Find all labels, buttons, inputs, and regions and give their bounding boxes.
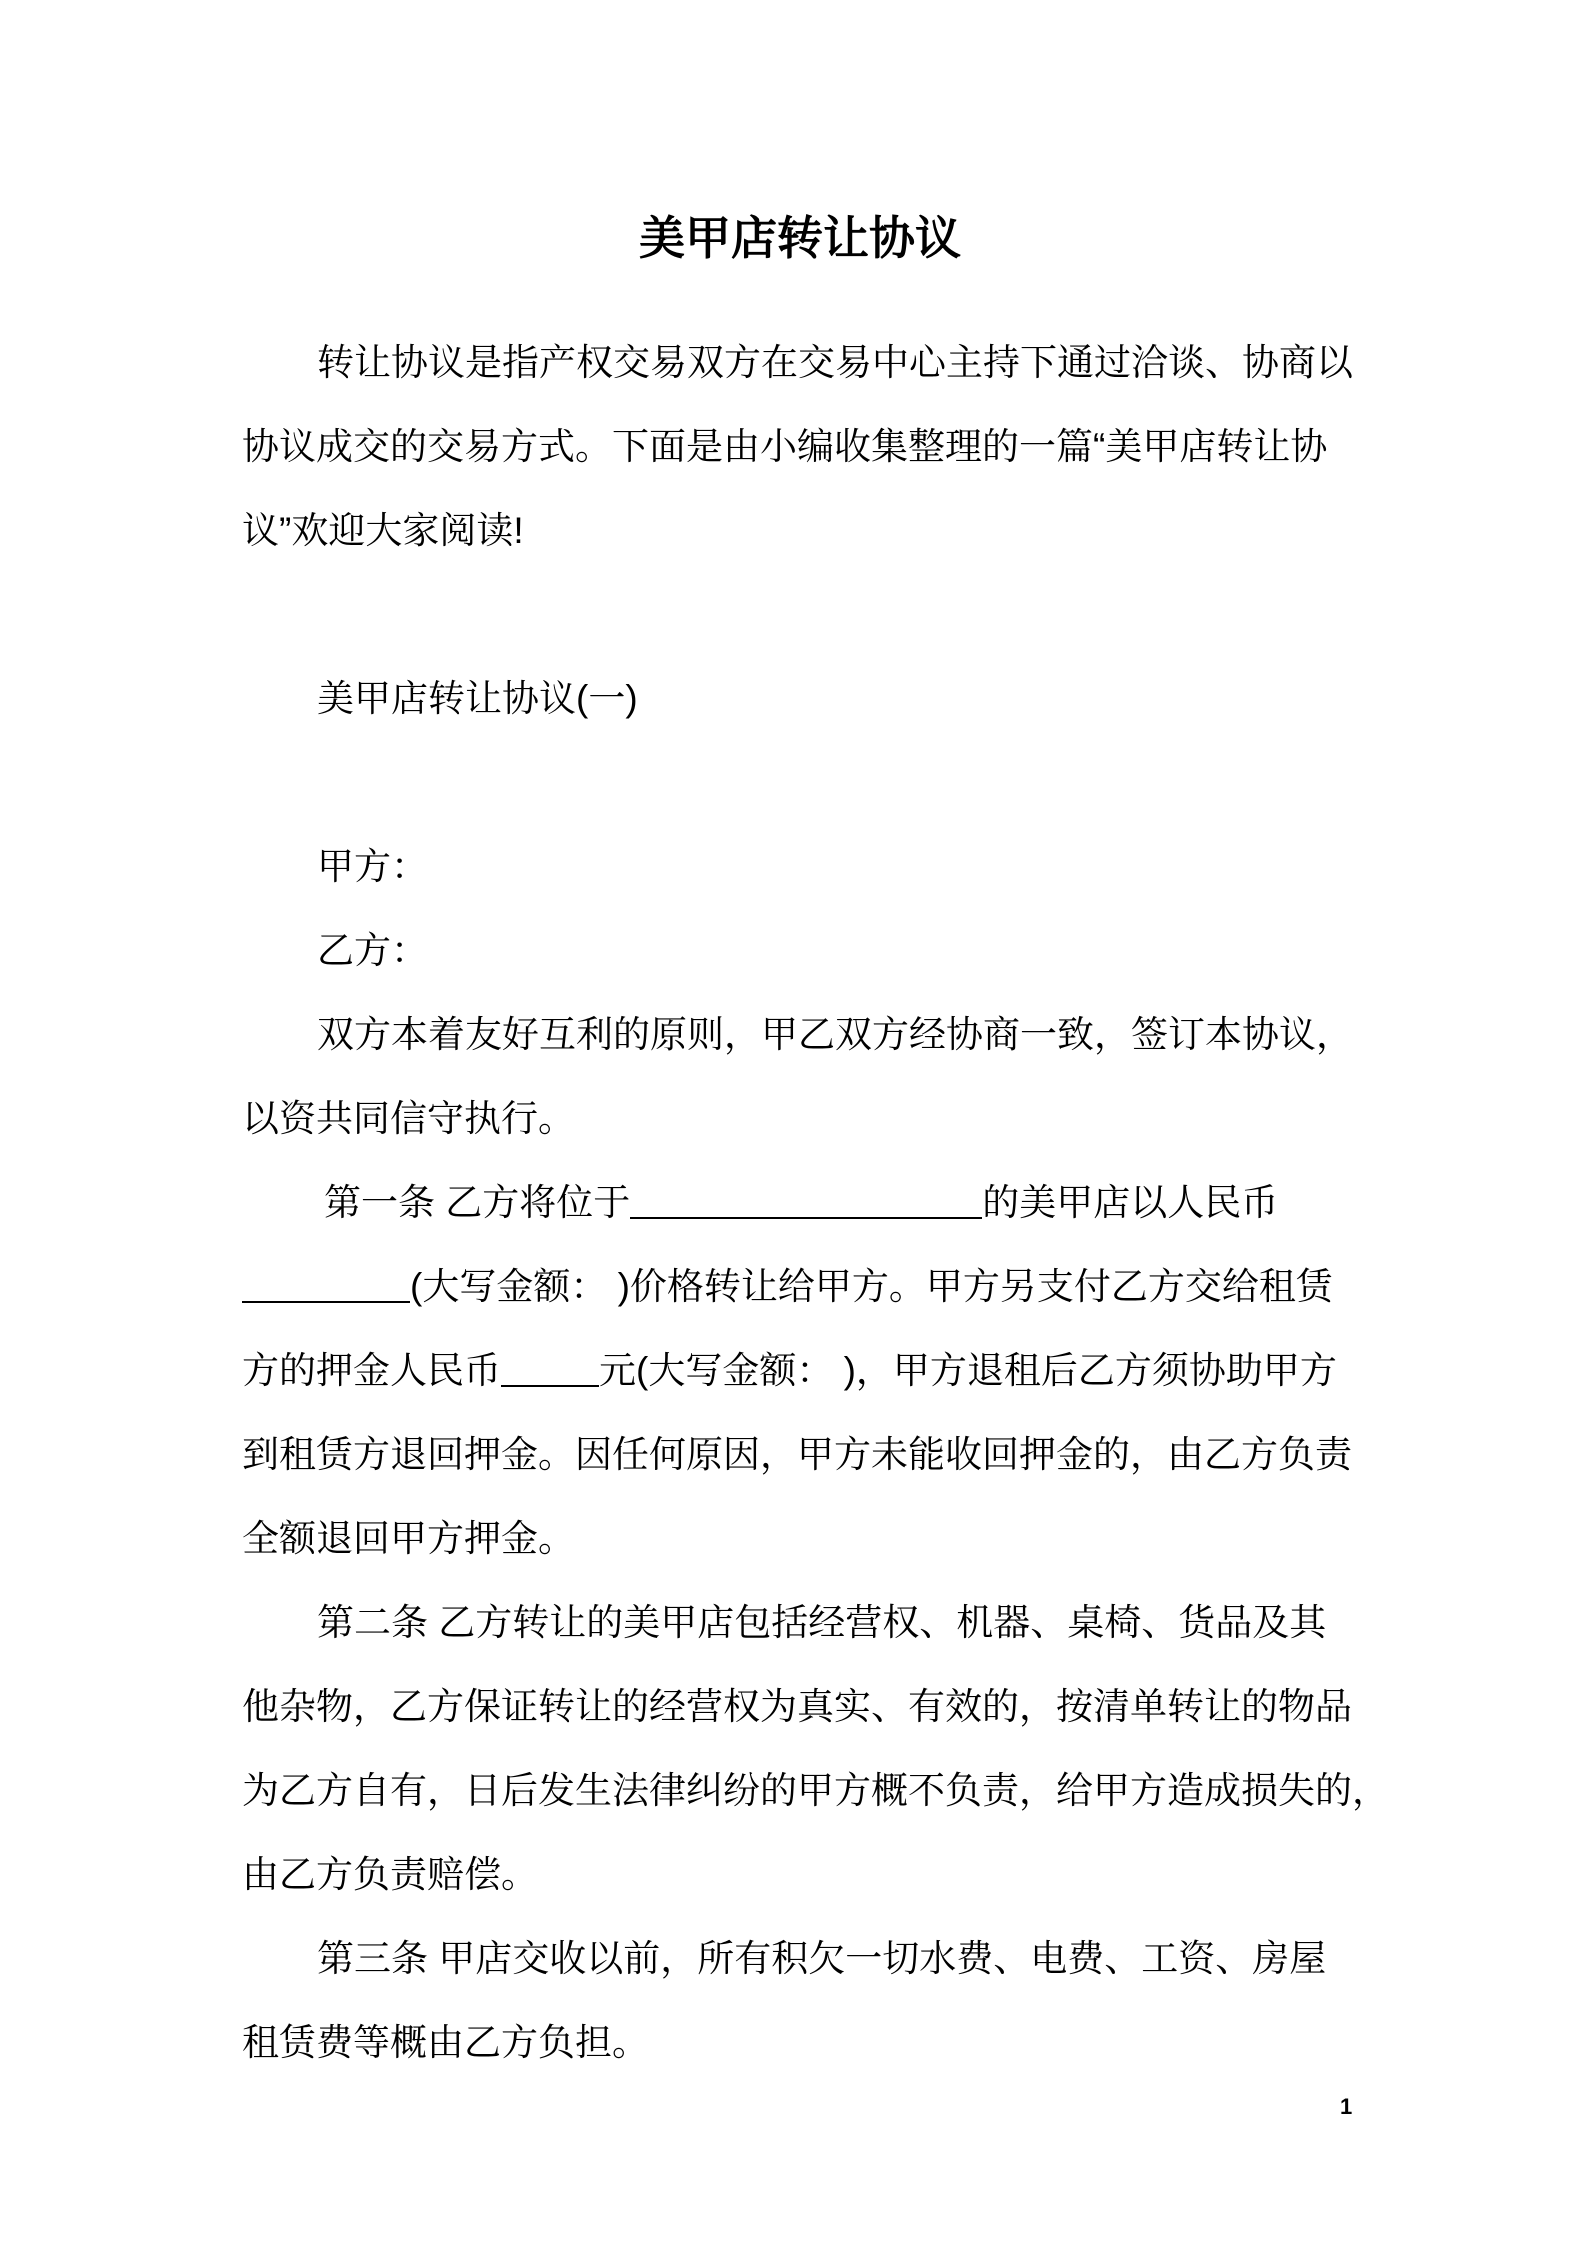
page-number: 1	[1340, 2094, 1353, 2119]
text-segment: 以资共同信守执行。	[242, 1098, 575, 1139]
text-segment: 双方本着友好互利的原则，甲乙双方经协商一致，签订本协议，	[317, 1014, 1353, 1055]
text-line	[242, 489, 1372, 573]
paragraph	[242, 1161, 1372, 1581]
text-segment: 他杂物，乙方保证转让的经营权为真实、有效的，按清单转让的物品	[242, 1686, 1352, 1727]
text-segment: 第一条 乙方将位于	[324, 1182, 631, 1223]
paragraph	[242, 1581, 1389, 1917]
text-line	[242, 1077, 1372, 1161]
text-segment: 转让协议是指产权交易双方在交易中心主持下通过洽谈、协商以	[317, 342, 1353, 383]
text-line	[242, 1749, 1389, 1833]
text-line	[242, 321, 1372, 405]
text-line	[242, 1329, 1372, 1413]
text-segment: 为乙方自有，日后发生法律纠纷的甲方概不负责，给甲方造成损失的，	[242, 1770, 1389, 1811]
paragraph	[242, 1917, 1372, 2085]
text-line	[242, 1833, 1372, 1917]
text-line	[242, 993, 1372, 1077]
document-body	[242, 321, 1389, 2085]
text-segment: 协议成交的交易方式。下面是由小编收集整理的一篇“美甲店转让协	[242, 426, 1328, 467]
text-segment: (大写金额： )价格转让给甲方。甲方另支付乙方交给租赁	[410, 1266, 1333, 1307]
document-title: 美甲店转让协议	[639, 212, 961, 264]
fill-in-blank	[501, 1347, 599, 1388]
text-segment: 甲方：	[317, 846, 428, 887]
text-segment: 议”欢迎大家阅读!	[242, 510, 524, 551]
text-segment: 乙方：	[317, 930, 428, 971]
text-line	[242, 825, 1372, 909]
text-line	[242, 1161, 1372, 1245]
text-segment: 到租赁方退回押金。因任何原因，甲方未能收回押金的，由乙方负责	[242, 1434, 1352, 1475]
blank-line	[242, 573, 1372, 657]
paragraph	[242, 657, 1372, 741]
text-segment: 租赁费等概由乙方负担。	[242, 2022, 649, 2063]
text-segment: 的美甲店以人民币	[982, 1182, 1279, 1223]
paragraph	[242, 825, 1372, 909]
text-line	[242, 1917, 1372, 2001]
paragraph	[242, 321, 1372, 573]
text-segment: 方的押金人民币	[242, 1350, 501, 1391]
text-line	[242, 1413, 1372, 1497]
text-segment: 由乙方负责赔偿。	[242, 1854, 538, 1895]
fill-in-blank	[242, 1263, 410, 1304]
text-line	[242, 1245, 1372, 1329]
blank-line	[242, 741, 1372, 825]
fill-in-blank	[630, 1179, 982, 1220]
text-line	[242, 1497, 1372, 1581]
text-segment: 第三条 甲店交收以前，所有积欠一切水费、电费、工资、房屋	[317, 1938, 1327, 1979]
text-line	[242, 657, 1372, 741]
text-line	[242, 1665, 1372, 1749]
text-segment: 元(大写金额： )，甲方退租后乙方须协助甲方	[599, 1350, 1337, 1391]
paragraph	[242, 993, 1372, 1161]
text-line	[242, 1581, 1372, 1665]
text-segment: 第二条 乙方转让的美甲店包括经营权、机器、桌椅、货品及其	[317, 1602, 1327, 1643]
text-segment: 全额退回甲方押金。	[242, 1518, 575, 1559]
text-line	[242, 909, 1372, 993]
paragraph	[242, 909, 1372, 993]
text-line	[242, 2001, 1372, 2085]
text-line	[242, 405, 1372, 489]
text-segment: 美甲店转让协议(一)	[317, 678, 638, 719]
